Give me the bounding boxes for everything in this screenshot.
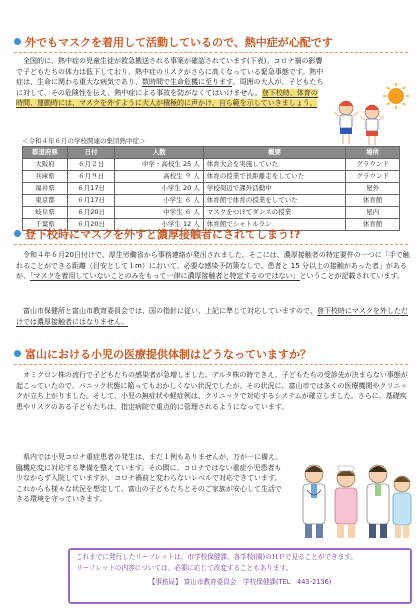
notice-line-2: リーフレットの内容については、必要に応じて改変することもあります。 xyxy=(76,564,293,572)
table-cell: 小学生 ６ 人 xyxy=(115,195,203,207)
table-cell: ６月20日 xyxy=(67,219,114,231)
notice-box xyxy=(68,548,412,604)
table-cell: マスクをつけてダンスの授業 xyxy=(203,207,345,219)
section3-heading: 富山における小児の医療提供体制はどうなっていますか？ xyxy=(14,348,408,365)
table-cell: 小学生 12 人 xyxy=(115,219,203,231)
heatstroke-table xyxy=(22,146,400,231)
sun-icon xyxy=(383,83,409,109)
section1-heading: 外でもマスクを着用して活動しているので、熱中症が心配です xyxy=(14,36,408,53)
table-cell: ６月17日 xyxy=(67,183,114,195)
table-cell: 兵庫県 xyxy=(23,171,68,183)
col-header: 人数 xyxy=(115,147,203,159)
table-cell: 屋内 xyxy=(346,207,400,219)
table-cell: ６月17日 xyxy=(67,195,114,207)
table-cell: 体育館で体育の授業をしていた xyxy=(203,195,345,207)
doctor-icon xyxy=(303,465,325,538)
col-header: 日付 xyxy=(67,147,114,159)
doctor-2-icon xyxy=(367,465,389,538)
table-cell: 学校周辺で課外活動中 xyxy=(203,183,345,195)
table-cell: グラウンド xyxy=(346,171,400,183)
table-cell: 体育大会を実施していた xyxy=(203,159,345,171)
table-cell: ６月９日 xyxy=(67,171,114,183)
table-caption: ＜令和４年６月の学校関連の集団熱中症＞ xyxy=(22,137,146,145)
table-cell: ６月20日 xyxy=(67,207,114,219)
table-cell: 体育館でシャトルラン xyxy=(203,219,345,231)
table-row xyxy=(23,207,400,219)
bullet-dot-icon xyxy=(14,230,21,237)
table-cell: 中学生 ６ 人 xyxy=(115,207,203,219)
table-header-row xyxy=(23,147,400,159)
table-row xyxy=(23,195,400,207)
section2-paragraph-2: 富山市保健所と富山市教育委員会では、国の指針に従い、上記に準じて対応していますので、登下校時にマスクを外しただけでは濃厚接触者にはなりません。 xyxy=(16,307,408,326)
notice-line-1: これまでに発行したリーフレットは、市学校保健課、各学校(園)のＨＰで見ることができます。 xyxy=(76,553,357,561)
table-cell: 屋外 xyxy=(346,183,400,195)
children-heat-illustration xyxy=(326,82,412,148)
table-row xyxy=(23,183,400,195)
table-cell: 千葉県 xyxy=(23,219,68,231)
section2-paragraph-1: 令和４年６月20日付けで、厚生労働省から事務連絡が発出されました。そこには、濃厚接触者の特定要件の一つに「手で触れることができる距離（目安として１m）において、必要な感染予防策なしで、患者と 15 分以上の接触があった者」があるが、「マスクを着用していないことのみをもって一律に濃厚接触者と特定するのではない」ということが記載されています。 xyxy=(16,251,410,281)
nurse-2-icon xyxy=(393,476,411,538)
bullet-dot-icon xyxy=(14,350,21,357)
table-cell: 体育館 xyxy=(346,195,400,207)
table-cell: 中学・高校生 25 人 xyxy=(115,159,203,171)
nurse-icon xyxy=(335,466,357,538)
contact-info: 【事務局】 富山市教育委員会 学校保健課(TEL 443-2136) xyxy=(148,578,332,586)
table-cell: 高校生 ９ 人 xyxy=(115,171,203,183)
col-header: 概要 xyxy=(203,147,345,159)
bullet-dot-icon xyxy=(14,38,21,45)
table-cell: 大阪府 xyxy=(23,159,68,171)
section3-paragraph-1: オミクロン株の流行で子どもたちの感染者が急増しました。デルタ株の時できえ、子どもたちの受診先が決まらない事態が起こっていたので、パニック状態に陥ってもおかしくない状況でしたが、その状況に、富山市では多くの医療機関やクリニックが立ち上がりました。そして、小児の無症状や軽症例は、クリニックで対応するシステムが確立しました。さらに、基礎疾患やリスクのある子どもたちは、指定病院で重点的に管理されるようになっています。 xyxy=(16,371,408,411)
child-left-icon xyxy=(334,101,358,144)
table-row xyxy=(23,171,400,183)
table-cell: 岐阜県 xyxy=(23,207,68,219)
table-cell: 福井県 xyxy=(23,183,68,195)
section1-paragraph: 全国的に、熱中症の児童生徒が救急搬送される事案が確認されています(下表)。コロナ禍の影響で子どもたちの体力は低下しており、熱中症のリスクがさらに高くなっている緊急事態です。熱中症は、生命に関わる重大な病気であり、数時間で生命危機に至ります。周囲の大人が、子どもたちに対して、その危険性を伝え、熱中症による事故を防がなくてはいけません。登下校時、体育の時間、運動時には、マスクを外すように大人が積極的に声かけ、自ら範を示していきましょう。 xyxy=(16,57,324,108)
table-cell: グラウンド xyxy=(346,159,400,171)
col-header: 場所 xyxy=(346,147,400,159)
section3-paragraph-2: 県内では小児コロナ重症患者の発生は、まだ１例もありませんが、万が一に備え、臨機応変に対応する準備を整えています。その間に、コロナではない重症小児患者も少なからず入院していますが、コロナ禍前と変わらないレベルで対応できています。これからも様々な状況を想定して、富山の子どもたちとそのご家族が安心して生活できる環境を守っていきます。 xyxy=(16,453,283,504)
table-row xyxy=(23,159,400,171)
table-cell: 小学生 20 人 xyxy=(115,183,203,195)
table-cell: 体育の授業で長距離走をしていた xyxy=(203,171,345,183)
medical-staff-illustration xyxy=(292,452,412,544)
table-cell: 東京都 xyxy=(23,195,68,207)
col-header: 都道府県 xyxy=(23,147,68,159)
table-cell: 体育館 xyxy=(346,219,400,231)
section2-heading: 登下校時にマスクを外すと濃厚接触者にされてしまう!? xyxy=(14,228,408,245)
table-cell: ６月２日 xyxy=(67,159,114,171)
child-right-icon xyxy=(360,105,384,145)
